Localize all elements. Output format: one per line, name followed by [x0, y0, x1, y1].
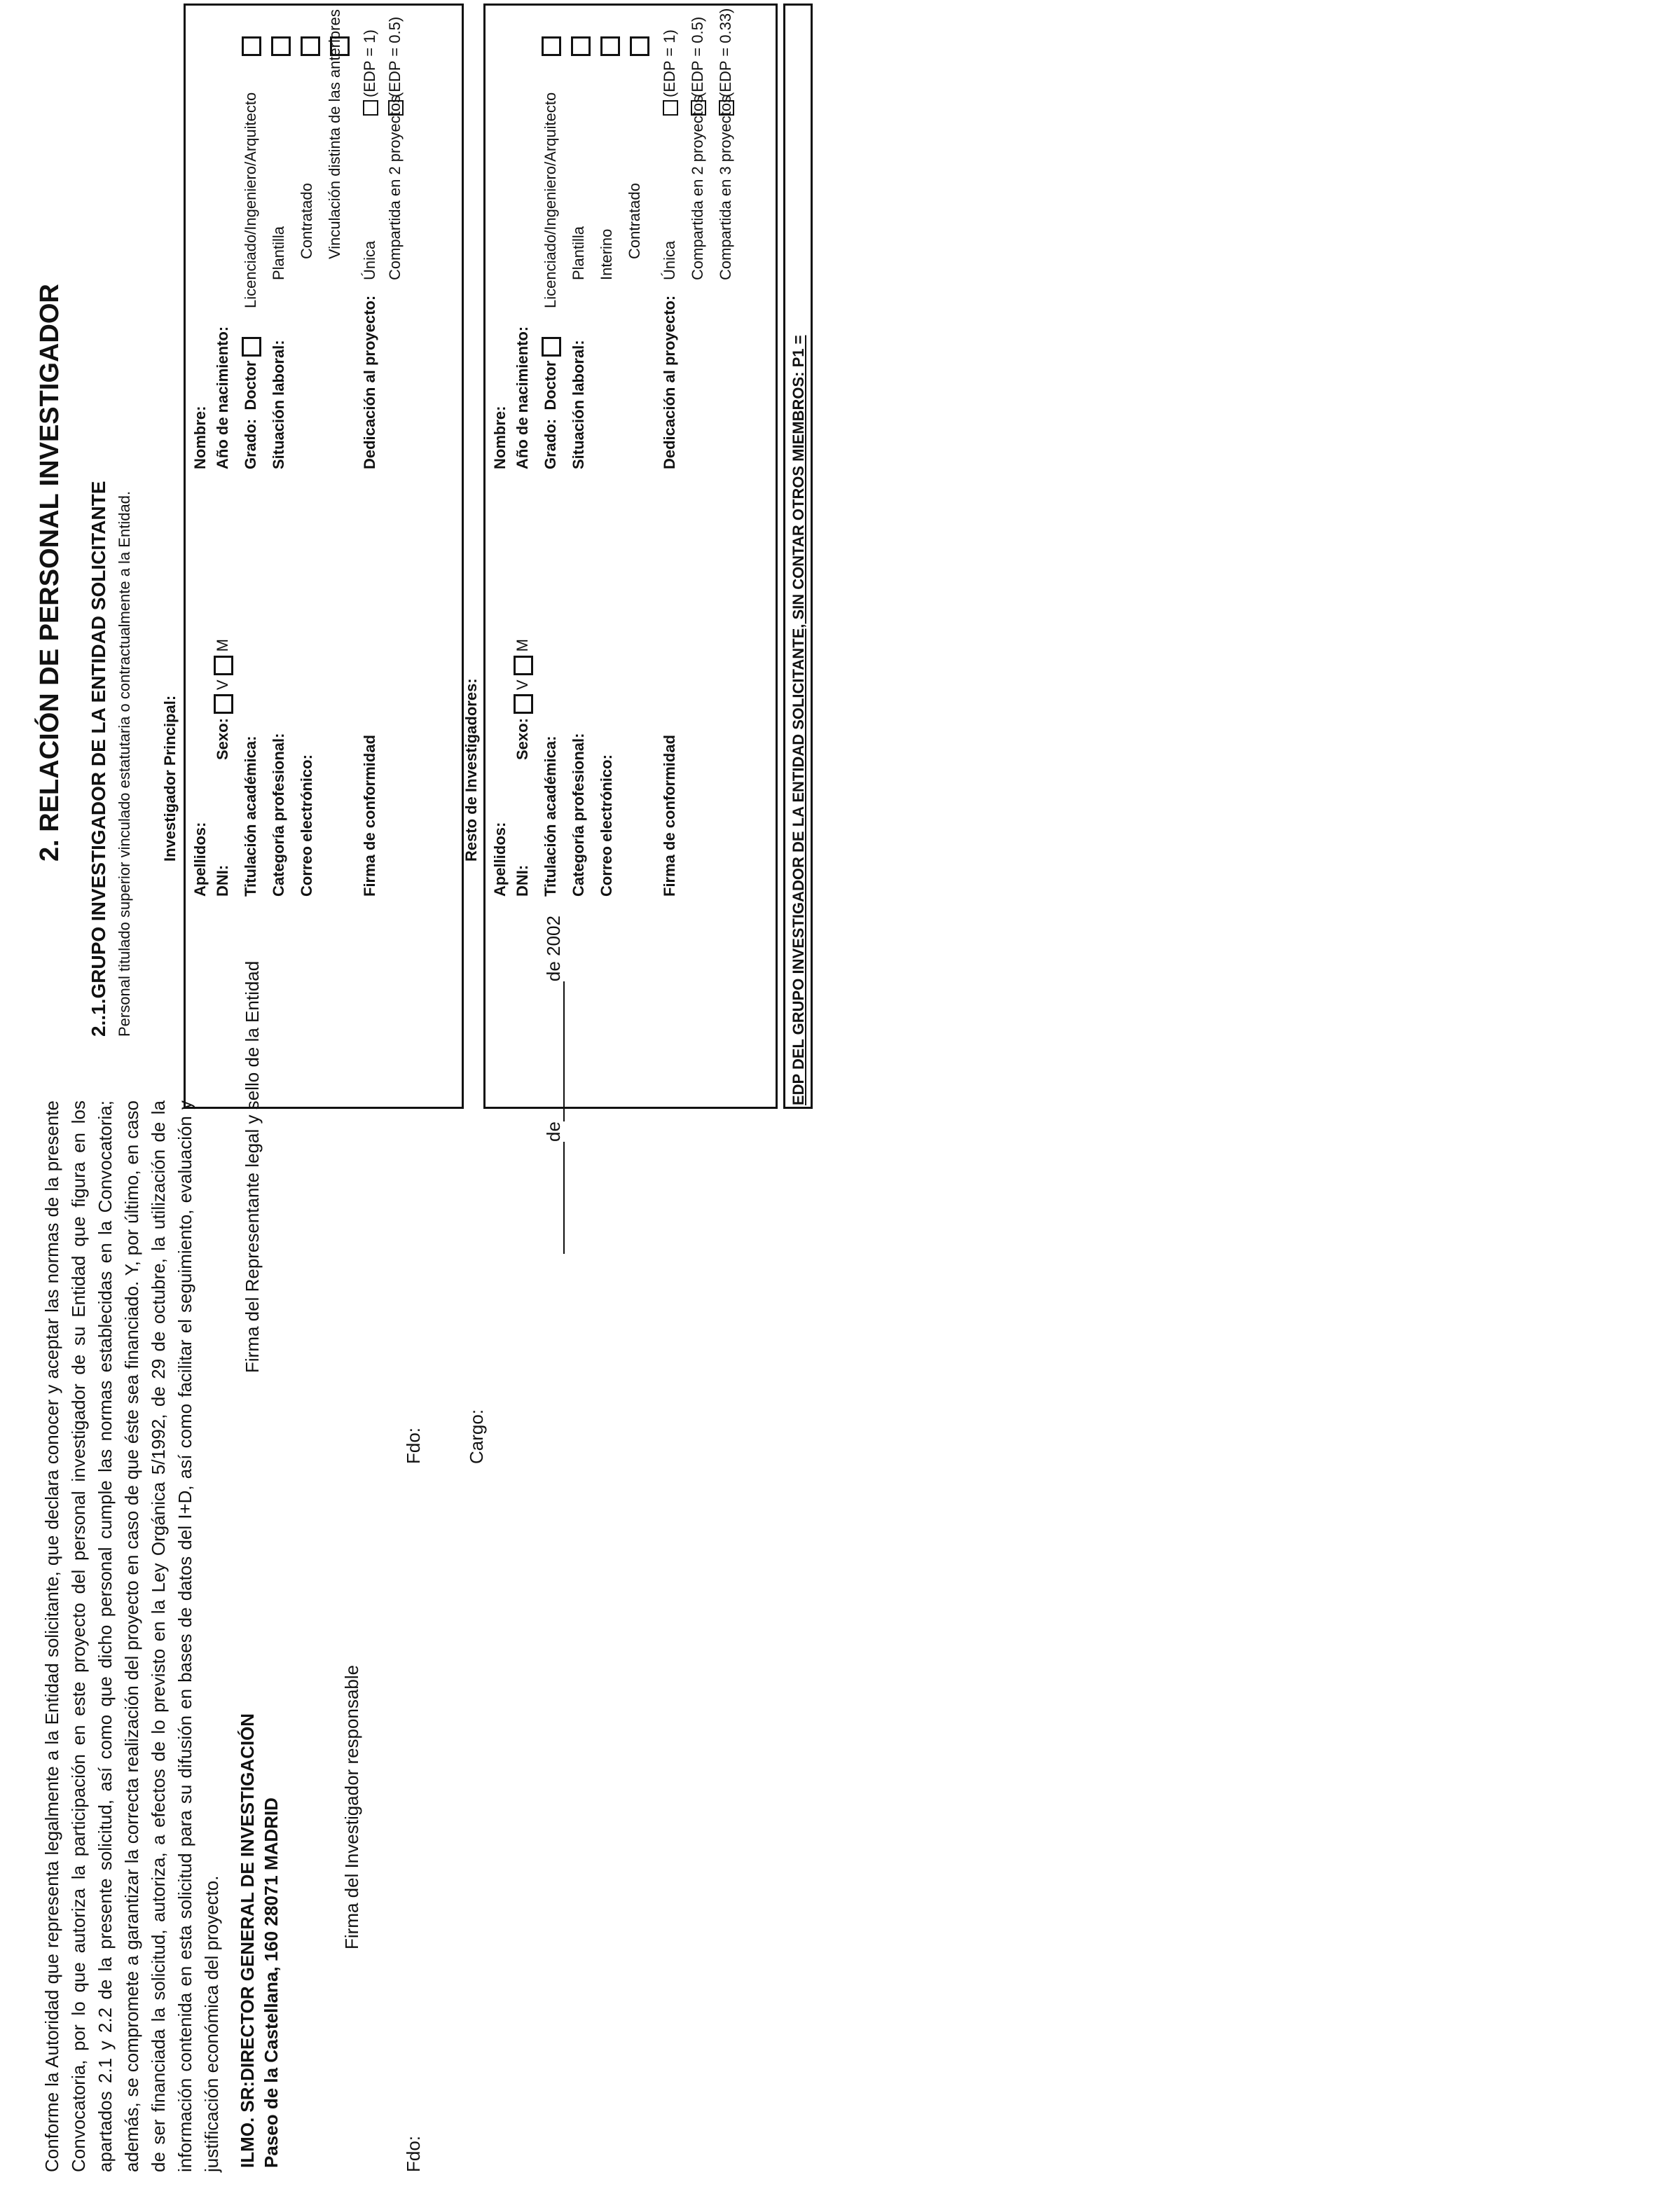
resto-heading: Resto de Investigadores: [462, 678, 480, 862]
address-line-2: Paseo de la Castellana, 160 28071 MADRID [261, 1797, 282, 2168]
resto-sexo-v-checkbox[interactable] [514, 694, 533, 714]
resto-contratado-checkbox[interactable] [630, 36, 649, 56]
principal-unica: Única [361, 240, 378, 280]
resto-unica: Única [661, 240, 678, 280]
principal-nombre: Nombre: [191, 406, 209, 469]
principal-anio: Año de nacimiento: [214, 326, 231, 469]
principal-firma: Firma de conformidad [361, 734, 378, 897]
principal-grado: Grado: Doctor [242, 333, 261, 469]
resto-sexo-m-checkbox[interactable] [514, 656, 533, 675]
resto-edp-05: (EDP = 0.5) [689, 17, 707, 116]
resto-compartida-2: Compartida en 2 proyectos [689, 95, 706, 280]
edp-1-checkbox[interactable] [363, 100, 378, 116]
resto-grado: Grado: Doctor [542, 333, 561, 469]
licenciado-checkbox[interactable] [242, 36, 261, 56]
cargo-label: Cargo: [466, 1409, 487, 1464]
resto-sexo: Sexo:VM [514, 639, 533, 760]
sexo-v-checkbox[interactable] [214, 694, 233, 714]
address-line-1: ILMO. SR:DIRECTOR GENERAL DE INVESTIGACIÓN [237, 1713, 258, 2168]
principal-situacion: Situación laboral: [270, 340, 287, 469]
resto-plantilla-checkbox[interactable] [571, 36, 591, 56]
principal-sexo: Sexo:VM [214, 639, 233, 760]
resto-anio: Año de nacimiento: [514, 326, 531, 469]
vinculacion-checkbox[interactable] [330, 36, 350, 56]
principal-dni: DNI: [214, 864, 231, 897]
resto-titulacion: Titulación académica: [542, 736, 559, 897]
resto-edp-1: (EDP = 1) [661, 29, 679, 116]
edp-total-label: EDP DEL GRUPO INVESTIGADOR DE LA ENTIDAD SOLICITANTE, SIN CONTAR OTROS MIEMBROS: P1 = [790, 335, 807, 1105]
resto-licenciado: Licenciado/Ingeniero/Arquitecto [542, 92, 559, 308]
resto-edp-033-checkbox[interactable] [719, 100, 734, 116]
resto-checkbox-column [542, 36, 649, 56]
principal-heading: Investigador Principal: [161, 695, 179, 862]
principal-contratado: Contratado [298, 183, 315, 259]
principal-compartida-2: Compartida en 2 proyectos [386, 95, 404, 280]
date-de-2002: de 2002 [543, 916, 564, 982]
resto-apellidos: Apellidos: [491, 822, 509, 897]
page-title: 2. RELACIÓN DE PERSONAL INVESTIGADOR [35, 284, 64, 862]
resto-nombre: Nombre: [491, 406, 509, 469]
intro-declaration-text: Conforme la Autoridad que representa legalmente a la Entidad solicitante, que declara conocer y aceptar las normas de la presente Convocatoria, por lo que autoriza la participación en este proyecto del personal investigador de su Entidad que figura en los apartados 2.1 y 2.2 de la presente solicitud, así como que dicho personal cumple las normas establecidas en la Convocatoria; además, se compromete a garantizar la correcta realización del proyecto en caso de que éste sea financiado. Y, por último, en caso de ser financiada la solicitud, autoriza, a efectos de lo previsto en la Ley Orgánica 5/1992, de 29 de octubre, la utilización de la información contenida en esta solicitud para su difusión en bases de datos del I+D, así como facilitar el seguimiento, evaluación y justificación económica del proyecto. [41, 1100, 222, 2172]
resto-dni: DNI: [514, 864, 531, 897]
resto-contratado: Contratado [626, 183, 643, 259]
principal-correo: Correo electrónico: [298, 754, 315, 897]
resto-firma: Firma de conformidad [661, 734, 678, 897]
principal-apellidos: Apellidos: [191, 822, 209, 897]
resto-edp-1-checkbox[interactable] [663, 100, 678, 116]
principal-edp-1: (EDP = 1) [361, 29, 379, 116]
principal-box [184, 4, 464, 1109]
resto-categoria: Categoría profesional: [570, 733, 587, 897]
resto-edp-05-checkbox[interactable] [691, 100, 706, 116]
resto-interino: Interino [598, 228, 615, 280]
principal-checkbox-column [242, 36, 350, 56]
resto-interino-checkbox[interactable] [600, 36, 620, 56]
grado-doctor-checkbox[interactable] [242, 337, 261, 357]
fdo-right-label: Fdo: [403, 1427, 424, 1464]
resto-licenciado-checkbox[interactable] [542, 36, 561, 56]
resto-box [483, 4, 778, 1109]
plantilla-checkbox[interactable] [271, 36, 291, 56]
firma-investigador-label: Firma del Investigador responsable [341, 1664, 362, 1949]
date-de-1: de [543, 1121, 564, 1142]
resto-situacion: Situación laboral: [570, 340, 587, 469]
principal-plantilla: Plantilla [270, 226, 287, 280]
edp-05-checkbox[interactable] [388, 100, 404, 116]
principal-edp-05: (EDP = 0.5) [386, 17, 404, 116]
principal-dedicacion: Dedicación al proyecto: [361, 295, 378, 469]
principal-categoria: Categoría profesional: [270, 733, 287, 897]
resto-grado-doctor-checkbox[interactable] [542, 337, 561, 357]
resto-edp-033: (EDP = 0.33) [717, 8, 735, 116]
firma-representante-label: Firma del Representante legal y sello de la Entidad [242, 960, 263, 1373]
resto-plantilla: Plantilla [570, 226, 587, 280]
fdo-left-label: Fdo: [403, 2135, 424, 2172]
principal-licenciado: Licenciado/Ingeniero/Arquitecto [242, 92, 259, 308]
resto-correo: Correo electrónico: [598, 754, 615, 897]
principal-vinculacion: Vinculación distinta de las anteriores [326, 9, 343, 259]
section-title: 2..1.GRUPO INVESTIGADOR DE LA ENTIDAD SOLICITANTE [88, 481, 109, 1037]
resto-dedicacion: Dedicación al proyecto: [661, 295, 678, 469]
section-note: Personal titulado superior vinculado estatutaria o contractualmente a la Entidad. [116, 490, 133, 1037]
principal-titulacion: Titulación académica: [242, 736, 259, 897]
edp-total-box [783, 4, 813, 1109]
sexo-m-checkbox[interactable] [214, 656, 233, 675]
contratado-checkbox[interactable] [301, 36, 320, 56]
resto-compartida-3: Compartida en 3 proyectos [717, 95, 734, 280]
